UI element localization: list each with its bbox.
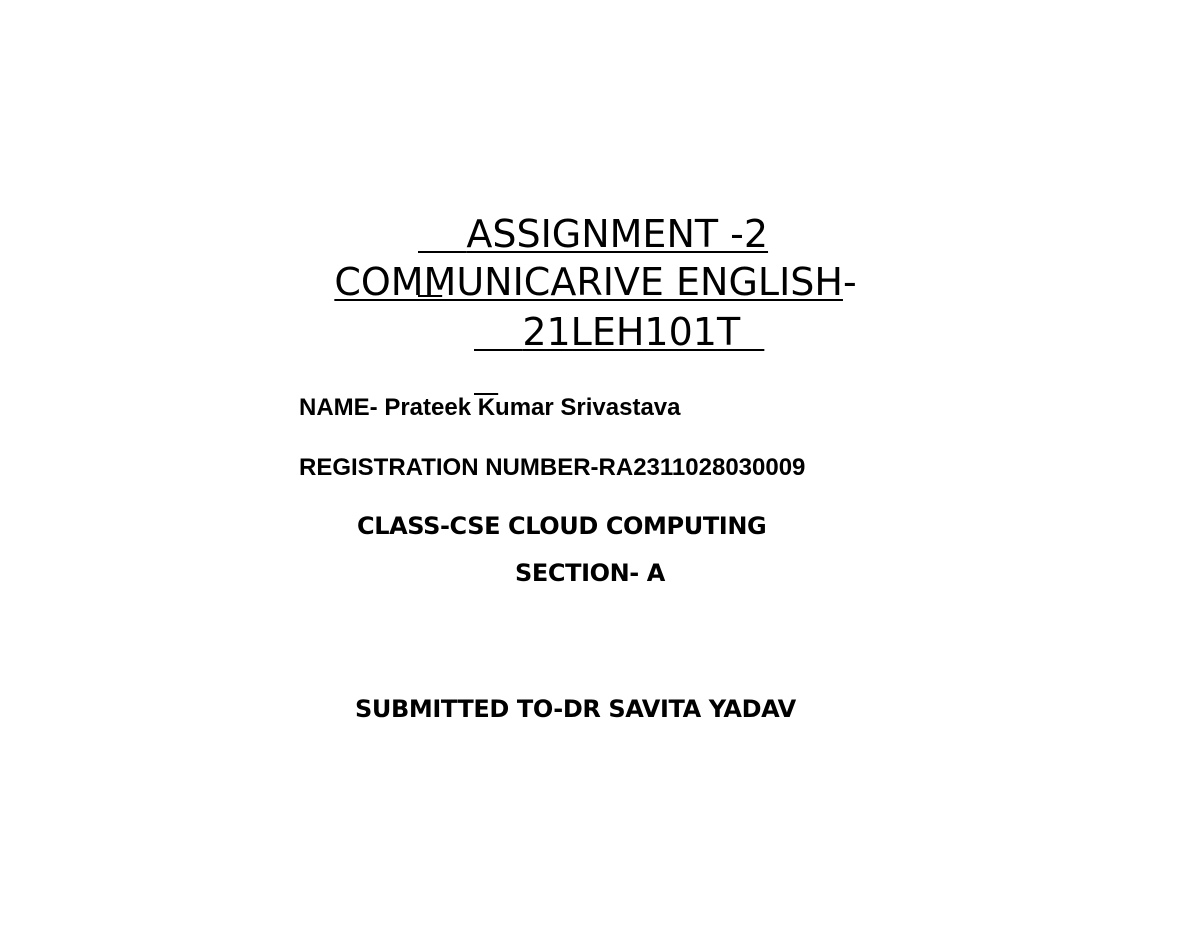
registration-number: REGISTRATION NUMBER-RA2311028030009 [299, 454, 806, 481]
student-name: NAME- Prateek Kumar Srivastava [299, 394, 681, 421]
class-info: CLASS-CSE CLOUD COMPUTING [357, 512, 767, 540]
course-title-dash: - [842, 260, 857, 304]
assignment-title-text: ASSIGNMENT -2 [466, 212, 769, 256]
section-info: SECTION- A [515, 559, 665, 587]
course-title-text: COMMUNICARIVE ENGLISH [334, 260, 843, 304]
course-code-text: 21LEH101T [522, 310, 765, 354]
submitted-to: SUBMITTED TO-DR SAVITA YADAV [355, 695, 796, 723]
course-code [474, 266, 764, 398]
